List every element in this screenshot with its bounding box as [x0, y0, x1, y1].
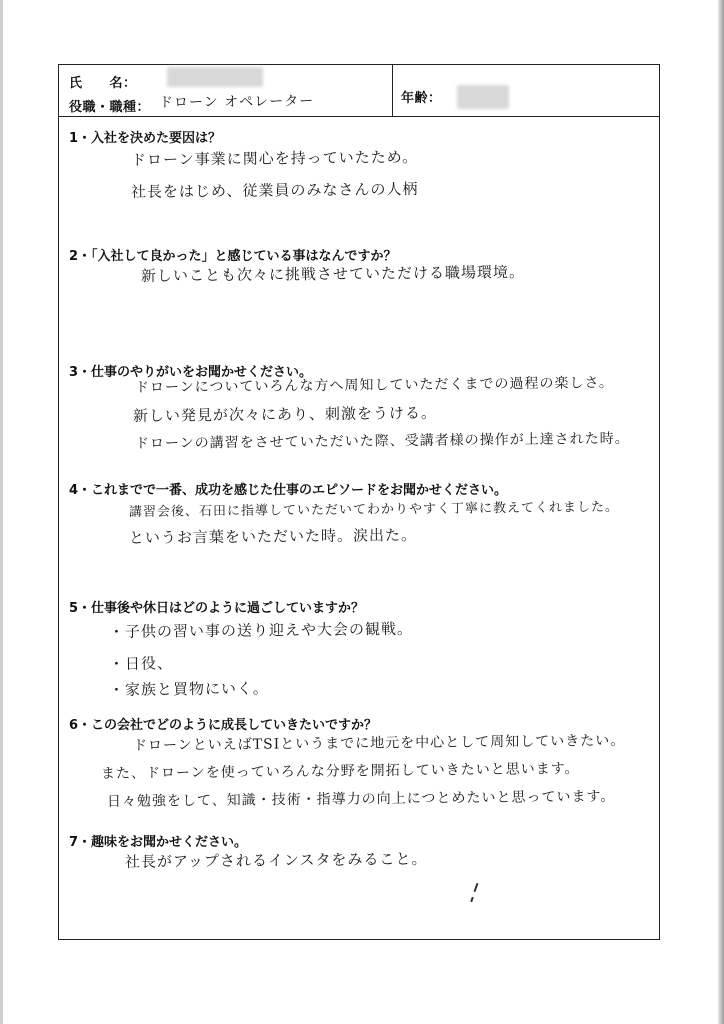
answer-1-line-2: 社長をはじめ、従業員のみなさんの人柄 [130, 179, 419, 201]
question-4-title: 4・これまでで一番、成功を感じた仕事のエピソードをお聞かせください。 [69, 483, 508, 498]
stray-pen-mark [470, 897, 474, 902]
answer-3-line-2: 新しい発見が次々にあり、刺激をうける。 [132, 403, 438, 425]
scan-edge-left [0, 0, 3, 1024]
question-5-title: 5・仕事後や休日はどのように過ごしていますか？ [69, 601, 365, 616]
answer-7-line-1: 社長がアップされるインスタをみること。 [124, 849, 428, 871]
age-redaction [457, 85, 509, 109]
stray-pen-mark [474, 883, 479, 892]
answer-5-line-1: ・子供の習い事の送り迎えや大会の観戦。 [108, 619, 414, 641]
name-label: 氏 名： [69, 76, 137, 91]
question-7-title: 7・趣味をお聞かせください。 [69, 835, 248, 850]
answer-2-line-1: 新しいことも次々に挑戦させていただける職場環境。 [140, 262, 526, 285]
answer-6-line-2: また、ドローンを使っていろんな分野を開拓していきたいと思います。 [100, 760, 580, 782]
questionnaire-sheet [58, 64, 660, 940]
answer-5-line-3: ・家族と買物にいく。 [108, 679, 269, 699]
answer-4-line-2: というお言葉をいただいた時。涙出た。 [128, 525, 418, 547]
question-3-title: 3・仕事のやりがいをお聞かせください。 [69, 365, 313, 380]
header-row [59, 65, 659, 117]
answer-6-line-1: ドローンといえばTSIというまでに地元を中心として周知していきたい。 [132, 732, 626, 754]
position-value: ドローン オペレーター [158, 93, 315, 111]
answer-3-line-1: ドローンについていろんな方へ周知していただくまでの過程の楽しさ。 [134, 374, 614, 396]
position-label: 役職・職種： [69, 100, 151, 115]
answer-4-line-1: 講習会後、石田に指導していただいてわかりやすく丁寧に教えてくれました。 [128, 499, 620, 520]
question-2-title: 2・「入社して良かった」と感じている事はなんですか？ [69, 249, 397, 264]
name-redaction [167, 67, 263, 87]
age-label: 年齢： [401, 91, 442, 106]
answer-6-line-3: 日々勉強をして、知識・技術・指導力の向上につとめたいと思っています。 [106, 788, 616, 810]
question-6-title: 6・この会社でどのように成長していきたいですか？ [69, 718, 378, 733]
scan-edge-right [718, 0, 724, 1024]
header-divider [392, 65, 393, 117]
answer-1-line-1: ドローン事業に関心を持っていたため。 [130, 147, 419, 169]
answer-3-line-3: ドローンの講習をさせていただいた際、受講者様の操作が上達された時。 [134, 430, 630, 452]
question-1-title: 1・入社を決めた要因は？ [69, 131, 222, 146]
answer-5-line-2: ・日役、 [108, 654, 174, 673]
